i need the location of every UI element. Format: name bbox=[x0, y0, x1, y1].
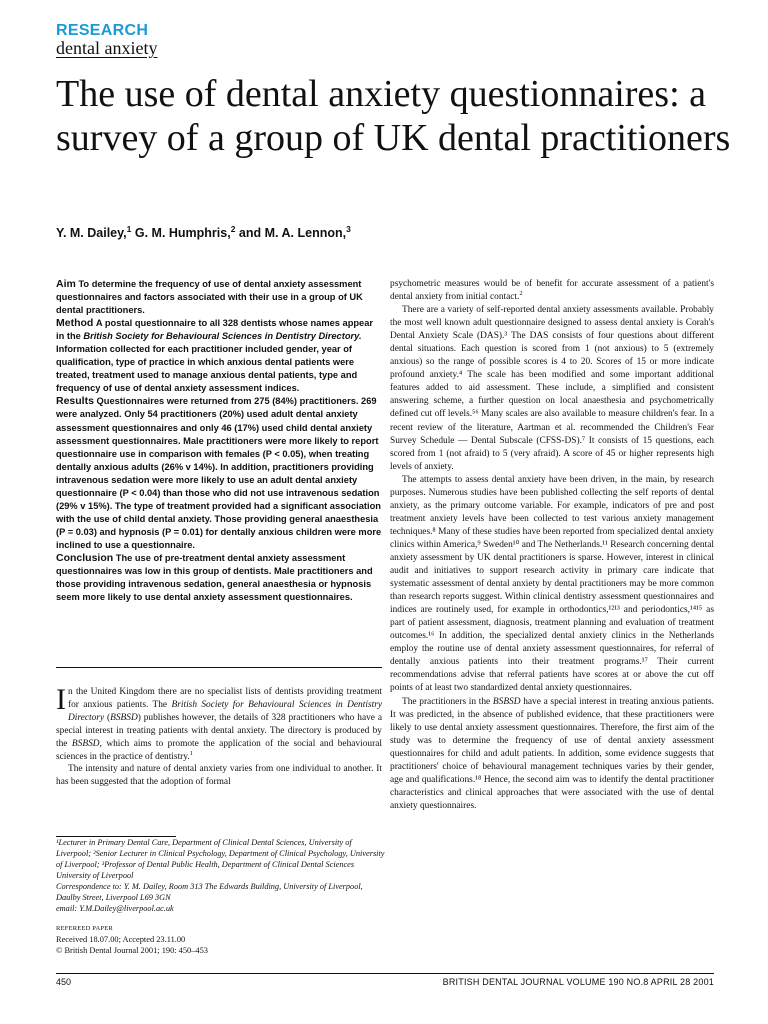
intro-directory-name: British Society for Behavioural Sciences in Dentistry Directory bbox=[68, 699, 383, 723]
abstract-method-text-1: A postal questionnaire to all 328 dentists whose names appear in the bbox=[56, 318, 374, 342]
abstract-aim bbox=[56, 278, 382, 317]
received-dates: Received 18.07.00; Accepted 23.11.00 bbox=[56, 935, 186, 944]
right-paragraph-4 bbox=[390, 696, 714, 813]
right-column bbox=[390, 278, 714, 813]
right-p4-text-b: have a special interest in treating anxious patients. It was predicted, in the absence of published evidence, that these practitioners were likely to use dental anxiety assessment questionnaires. Therefore, the first aim of the study was to determine the frequency of use of dental anxiety assessment questionnaires for child and adult patients. In addition, some evidence suggests that practitioners' choice of behavioural management techniques varies by their gender, age and qualifications.¹⁸ Hence, the second aim was to identify the dental practitioner characteristics and clinical approaches that were associated with the use of dental anxiety questionnaires. bbox=[390, 696, 715, 811]
intro-ref: 1 bbox=[189, 749, 193, 757]
right-p1-ref: 2 bbox=[519, 289, 523, 297]
abstract-divider bbox=[56, 667, 382, 668]
right-p4-bsbsd: BSBSD bbox=[492, 696, 521, 707]
section-label: RESEARCH bbox=[56, 22, 149, 39]
intro-text-d: which aims to promote the application of the social and behavioural sciences in the practice of dentistry. bbox=[56, 738, 382, 762]
paper-metadata bbox=[56, 923, 208, 956]
abstract-results bbox=[56, 395, 382, 552]
author-footnote bbox=[56, 838, 386, 915]
copyright-line: © British Dental Journal 2001; 190: 450–453 bbox=[56, 946, 208, 955]
intro-text-b: ( bbox=[107, 712, 111, 723]
page-number: 450 bbox=[56, 977, 72, 987]
intro-bsbsd-1: BSBSD bbox=[110, 712, 138, 723]
intro-paragraph-2: The intensity and nature of dental anxiety varies from one individual to another. It has been suggested that the adoption of formal bbox=[56, 764, 382, 788]
subsection-text: dental anxiety bbox=[56, 38, 158, 58]
subsection-label bbox=[56, 38, 157, 59]
author-list bbox=[56, 223, 351, 240]
article-title: The use of dental anxiety questionnaires: a survey of a group of UK dental practitioners bbox=[56, 73, 731, 159]
intro-text-a: n the United Kingdom there are no specialist lists of dentists providing treatment for anxious patients. The bbox=[68, 687, 382, 710]
abstract-aim-text: To determine the frequency of use of dental anxiety assessment questionnaires and factors associated with their use in a group of UK dental practitioners. bbox=[56, 279, 363, 316]
author-3-affiliation: 3 bbox=[346, 223, 351, 234]
abstract-conclusion-heading: Conclusion bbox=[56, 551, 114, 564]
abstract-method bbox=[56, 317, 382, 395]
intro-paragraph-1 bbox=[56, 683, 383, 763]
right-paragraph-3: The attempts to assess dental anxiety have been driven, in the main, by research purposes. Numerous studies have been published collecting the self reports of dental anxiety, as the primary outcome variable. For example, indicators of pre and post treatment anxiety levels have been collected to test various anxiety management techniques.⁸ Many of these studies have been reported from specialized dental anxiety clinics within America,⁹ Sweden¹⁰ and The Netherlands.¹¹ Research concerning dental anxiety assessment by UK dental practitioners is sparse. However, interest in clinical audit and initiatives to support research activity in primary care indicate that systematic assessment of dental anxiety by dental practitioners may be more common than research reports suggest. Within clinical dentistry assessment questionnaires and indices are routinely used, for example in orthodontics,¹²¹³ and periodontics,¹⁴¹⁵ as part of patient assessment, diagnosis, treatment planning and evaluation of treatment outcomes.¹⁶ In addition, the specialized dental anxiety clinics in the Netherlands employ the routine use of dental anxiety assessment questionnaires, for referral of dentally anxious patients into their treatment programs.¹⁷ Their current recommendations advise that referral patients have scores at or above the cut off points of at least two standardized dental anxiety questionnaires. bbox=[390, 474, 714, 694]
abstract bbox=[56, 278, 382, 604]
refereed-label: REFEREED PAPER bbox=[56, 925, 113, 932]
abstract-conclusion bbox=[56, 552, 382, 604]
drop-cap: I bbox=[56, 683, 66, 716]
author-3: and M. A. Lennon, bbox=[238, 226, 347, 240]
right-paragraph-1 bbox=[390, 278, 714, 304]
footnote-rule bbox=[56, 836, 176, 837]
footnote-email: email: Y.M.Dailey@liverpool.ac.uk bbox=[56, 903, 174, 913]
abstract-results-heading: Results bbox=[56, 395, 94, 408]
author-2: G. M. Humphris, bbox=[134, 226, 231, 240]
footnote-affiliations: ¹Lecturer in Primary Dental Care, Department of Clinical Dental Sciences, University of Liverpool; ²Senior Lecturer in Clinical Psychology, Department of Clinical Psychology, University of Liverpool; ³Professor of Dental Public Health, Department of Clinical Dental Sciences University of Liverpool bbox=[56, 838, 385, 880]
right-paragraph-2: There are a variety of self-reported dental anxiety assessments available. Probably the most well known adult questionnaire designed to assess dental anxiety is Corah's Dental Anxiety Scale (DAS).³ The DAS consists of four questions about different dental situations. Each question is scored from 1 (not anxious) to 5 (extremely anxious) so the range of possible scores is 4 to 20. Scores of 15 or more indicate profound anxiety.⁴ The scale has been modified and some important additional features added to aid assessment. These include, a simplified and consistent answering scheme, a further question on local anaesthesia and psychometrically defined cut off levels.⁵⁶ Many scales are also available to measure children's fear. In a recent review of the literature, Aartman et al. recommended the Children's Fear Survey Schedule — Dental Subscale (CFSS-DS).⁷ It consists of 15 questions, each scored from 1 (not afraid) to 5 (very afraid). A score of 45 or higher represents high levels of anxiety. bbox=[390, 305, 714, 472]
author-1: Y. M. Dailey, bbox=[56, 226, 127, 240]
footer-rule bbox=[56, 973, 714, 974]
abstract-conclusion-text: The use of pre-treatment dental anxiety assessment questionnaires was low in this group of dentists. Male practitioners and those providing intravenous sedation, general anaesthesia or hypnosis seem more likely to use dental anxiety assessment questionnaires. bbox=[56, 552, 373, 603]
intro-text-c: ) publishes however, the details of 328 practitioners who have a special interest in treating patients with dental anxiety. The directory is produced by the bbox=[56, 712, 382, 749]
intro-bsbsd-2: BSBSD, bbox=[71, 738, 102, 749]
introduction bbox=[56, 683, 383, 789]
abstract-results-text: Questionnaires were returned from 275 (84%) practitioners. 269 were analyzed. Only 54 practitioners (20%) used adult dental anxiety assessment questionnaires and only 46 (17%) used child dental anxiety assessment questionnaires. Male practitioners were more likely to report questionnaire use in comparison with females (P < 0.05), when treating dentally anxious adults (26% v 14%). In addition, practitioners providing intravenous sedation were more likely to use an adult dental anxiety questionnaire (P < 0.04) than those who did not use intravenous sedation (29% v 15%). The type of treatment provided had a significant association with the use of child dental anxiety. Those providing general anaesthesia (P = 0.03) and hypnosis (P = 0.01) for dentally anxious children were more inclined to use a questionnaire. bbox=[56, 396, 382, 550]
author-1-affiliation: 1 bbox=[126, 223, 132, 234]
journal-citation: BRITISH DENTAL JOURNAL VOLUME 190 NO.8 APRIL 28 2001 bbox=[442, 977, 714, 987]
abstract-method-text-2: Information collected for each practitioner included gender, year of qualification, type of practice in which anxious dental patients were treated, treatment used to manage anxious dental patients, type and frequency of use of dental anxiety assessment indices. bbox=[56, 344, 358, 394]
right-p4-text-a: The practitioners in the bbox=[402, 696, 491, 707]
abstract-method-heading: Method bbox=[56, 317, 94, 330]
abstract-aim-heading: Aim bbox=[56, 278, 76, 290]
abstract-method-directory: British Society for Behavioural Sciences in Dentistry Directory. bbox=[83, 331, 362, 342]
author-2-affiliation: 2 bbox=[230, 223, 236, 234]
right-p1-text: psychometric measures would be of benefit for accurate assessment of a patient's dental anxiety from initial contact. bbox=[390, 279, 714, 303]
footnote-correspondence: Correspondence to: Y. M. Dailey, Room 313 The Edwards Building, University of Liverpool, Daulby Street, Liverpool L69 3GN bbox=[56, 881, 363, 902]
